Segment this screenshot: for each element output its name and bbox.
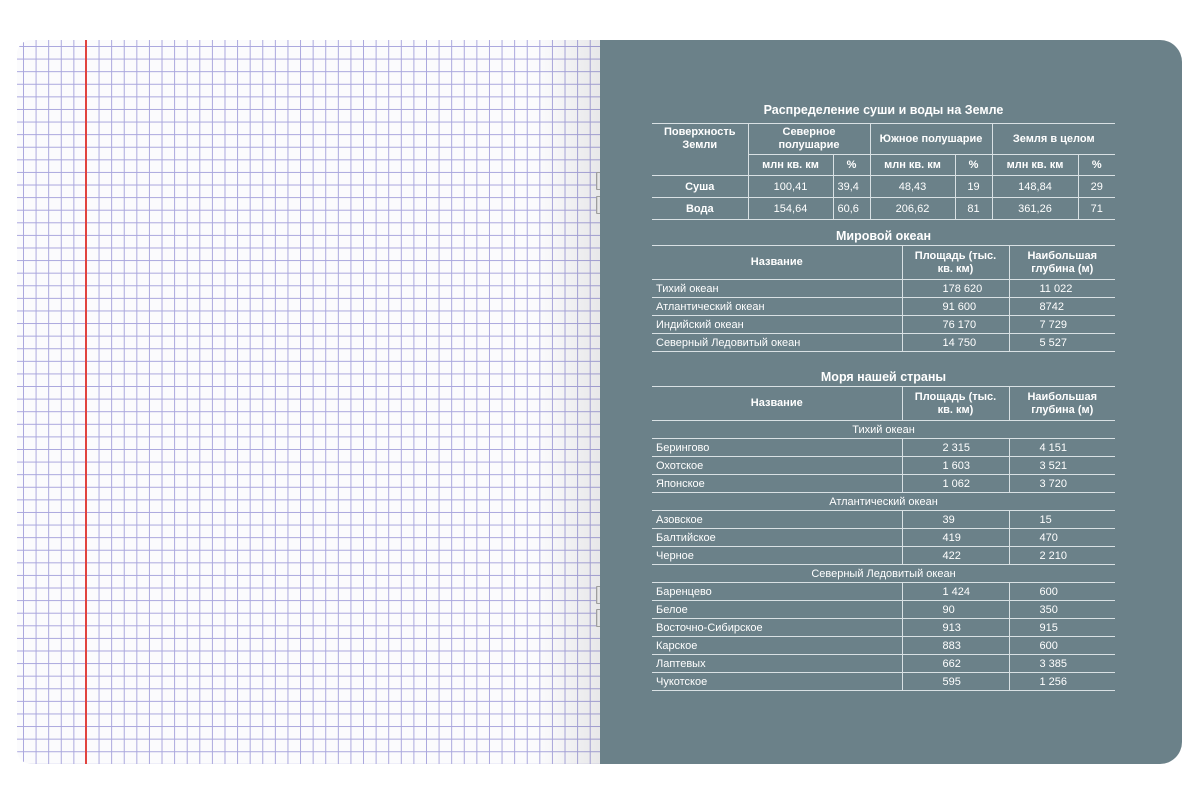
table-row [652,439,1115,457]
table-row [652,475,1115,493]
sea-name: Чукотское [652,673,902,691]
seas-header-row [652,387,1115,421]
group-label: Атлантический океан [652,493,1115,511]
reference-cover-page [600,40,1182,764]
sea-area: 662 [902,655,1009,673]
sea-name: Лаптевых [652,655,902,673]
ocean-depth: 5 527 [1009,334,1115,352]
seas-block [652,369,1115,691]
row-label: Вода [652,198,748,220]
group-row [652,565,1115,583]
sea-depth: 470 [1009,529,1115,547]
ocean-area: 76 170 [902,316,1009,334]
col-south: Южное полушарие [870,124,992,155]
sea-name: Баренцево [652,583,902,601]
land-water-title: Распределение суши и воды на Земле [763,103,1004,117]
table-row [652,457,1115,475]
cell: 100,41 [748,176,833,198]
cell: 60,6 [833,198,870,220]
table-row [652,198,1115,220]
sea-depth: 15 [1009,511,1115,529]
sea-area: 913 [902,619,1009,637]
ocean-name: Атлантический океан [652,298,902,316]
cell: 39,4 [833,176,870,198]
col-name: Название [652,387,902,421]
cell: 19 [955,176,992,198]
sea-depth: 2 210 [1009,547,1115,565]
table-row [652,176,1115,198]
seas-table [652,386,1115,691]
sea-name: Берингово [652,439,902,457]
oceans-table [652,245,1115,352]
col-depth: Наибольшая глубина (м) [1009,387,1115,421]
sea-area: 1 603 [902,457,1009,475]
ocean-area: 91 600 [902,298,1009,316]
land-water-table [652,123,1115,220]
sea-name: Черное [652,547,902,565]
sea-area: 1 424 [902,583,1009,601]
col-earth: Земля в целом [992,124,1115,155]
sea-depth: 600 [1009,637,1115,655]
col-name: Название [652,246,902,280]
table-row [652,655,1115,673]
group-row [652,493,1115,511]
col-surface: Поверхность Земли [652,124,748,176]
ocean-name: Тихий океан [652,280,902,298]
cell: 29 [1078,176,1115,198]
sea-depth: 3 385 [1009,655,1115,673]
cell: 48,43 [870,176,955,198]
table-row [652,334,1115,352]
ocean-depth: 8742 [1009,298,1115,316]
cell: 148,84 [992,176,1078,198]
cell: 361,26 [992,198,1078,220]
table-row [652,583,1115,601]
sea-area: 1 062 [902,475,1009,493]
row-label: Суша [652,176,748,198]
unit-north-pct: % [833,155,870,176]
sea-area: 2 315 [902,439,1009,457]
ocean-depth: 11 022 [1009,280,1115,298]
sea-area: 422 [902,547,1009,565]
ocean-name: Индийский океан [652,316,902,334]
ocean-area: 178 620 [902,280,1009,298]
unit-south-area: млн кв. км [870,155,955,176]
sea-depth: 600 [1009,583,1115,601]
table-row [652,547,1115,565]
sea-depth: 350 [1009,601,1115,619]
table-row [652,619,1115,637]
unit-north-area: млн кв. км [748,155,833,176]
group-label: Тихий океан [652,421,1115,439]
oceans-block [652,228,1115,352]
cell: 71 [1078,198,1115,220]
sea-name: Карское [652,637,902,655]
sea-name: Японское [652,475,902,493]
sea-area: 595 [902,673,1009,691]
group-label: Северный Ледовитый океан [652,565,1115,583]
sea-area: 419 [902,529,1009,547]
cell: 154,64 [748,198,833,220]
ocean-name: Северный Ледовитый океан [652,334,902,352]
unit-earth-area: млн кв. км [992,155,1078,176]
table-row [652,637,1115,655]
sea-depth: 4 151 [1009,439,1115,457]
cell: 81 [955,198,992,220]
table-row [652,673,1115,691]
unit-earth-pct: % [1078,155,1115,176]
table-row [652,280,1115,298]
sea-name: Охотское [652,457,902,475]
table-row [652,298,1115,316]
table-row [652,511,1115,529]
sea-name: Балтийское [652,529,902,547]
table-row [652,529,1115,547]
sea-area: 39 [902,511,1009,529]
group-row [652,421,1115,439]
col-north: Северное полушарие [748,124,870,155]
sea-depth: 3 521 [1009,457,1115,475]
cell: 206,62 [870,198,955,220]
land-water-header-row [652,124,1115,155]
sea-area: 883 [902,637,1009,655]
red-margin-line [85,40,87,764]
unit-south-pct: % [955,155,992,176]
oceans-header-row [652,246,1115,280]
ocean-area: 14 750 [902,334,1009,352]
col-depth: Наибольшая глубина (м) [1009,246,1115,280]
sea-depth: 915 [1009,619,1115,637]
col-area: Площадь (тыс. кв. км) [902,246,1009,280]
sea-area: 90 [902,601,1009,619]
sea-depth: 1 256 [1009,673,1115,691]
sea-name: Восточно-Сибирское [652,619,902,637]
grid-paper-page [17,40,600,764]
land-water-block [652,102,1115,220]
seas-title: Моря нашей страны [820,370,947,384]
sea-depth: 3 720 [1009,475,1115,493]
table-row [652,601,1115,619]
sea-name: Азовское [652,511,902,529]
col-area: Площадь (тыс. кв. км) [902,387,1009,421]
sea-name: Белое [652,601,902,619]
oceans-title: Мировой океан [835,229,932,243]
table-row [652,316,1115,334]
ocean-depth: 7 729 [1009,316,1115,334]
